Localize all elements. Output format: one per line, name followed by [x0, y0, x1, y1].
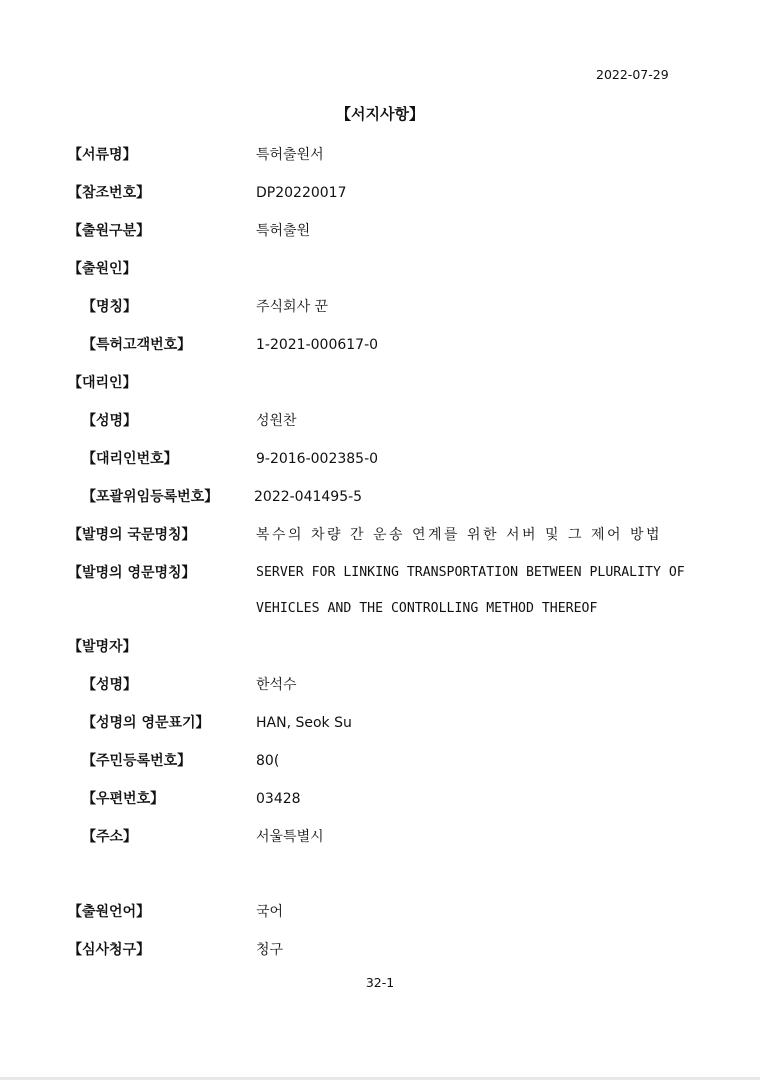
field-title-en-cont [0, 597, 760, 621]
field-agent-name [0, 409, 760, 433]
exam-request-value: 청구 [256, 942, 284, 958]
title-en-value-line2: VEHICLES AND THE CONTROLLING METHOD THEREOF [256, 601, 598, 616]
field-address [0, 825, 760, 849]
title-kr-label: 【발명의 국문명칭】 [68, 527, 196, 543]
resident-no-value: 80( [256, 753, 280, 769]
applicant-name-label: 【명칭】 [82, 299, 138, 315]
address-value: 서울특별시 [256, 829, 324, 845]
inventor-name-label: 【성명】 [82, 677, 138, 693]
inventor-name-en-label: 【성명의 영문표기】 [82, 715, 210, 731]
field-resident-no [0, 749, 760, 773]
language-label: 【출원언어】 [68, 904, 151, 920]
applicant-label: 【출원인】 [68, 261, 137, 277]
field-applicant-code [0, 333, 760, 357]
section-applicant [0, 257, 760, 281]
postal-code-value: 03428 [256, 791, 301, 807]
field-postal-code [0, 787, 760, 811]
inventor-name-en-value: HAN, Seok Su [256, 715, 352, 731]
ref-no-label: 【참조번호】 [68, 185, 151, 201]
poa-no-value: 2022-041495-5 [254, 489, 363, 505]
document-date: 2022-07-29 [596, 67, 669, 82]
field-title-en [0, 561, 760, 585]
doc-name-value: 특허출원서 [256, 147, 324, 163]
field-exam-request [0, 938, 760, 962]
agent-name-label: 【성명】 [82, 413, 138, 429]
address-label: 【주소】 [82, 829, 138, 845]
field-language [0, 900, 760, 924]
postal-code-label: 【우편번호】 [82, 791, 165, 807]
field-applicant-name [0, 295, 760, 319]
app-type-label: 【출원구분】 [68, 223, 151, 239]
section-agent [0, 371, 760, 395]
applicant-name-value: 주식회사 꾼 [256, 299, 329, 315]
inventor-label: 【발명자】 [68, 639, 137, 655]
exam-request-label: 【심사청구】 [68, 942, 151, 958]
field-inventor-name [0, 673, 760, 697]
section-inventor [0, 635, 760, 659]
agent-label: 【대리인】 [68, 375, 137, 391]
applicant-code-value: 1-2021-000617-0 [256, 337, 379, 353]
applicant-code-label: 【특허고객번호】 [82, 337, 192, 353]
page-number: 32-1 [365, 975, 395, 990]
agent-no-label: 【대리인번호】 [82, 451, 178, 467]
field-inventor-name-en [0, 711, 760, 735]
app-type-value: 특허출원 [256, 223, 311, 239]
poa-no-label: 【포괄위임등록번호】 [82, 489, 219, 505]
ref-no-value: DP20220017 [256, 185, 347, 201]
doc-name-label: 【서류명】 [68, 147, 137, 163]
title-en-value-line1: SERVER FOR LINKING TRANSPORTATION BETWEEN PLURALITY OF [256, 565, 685, 580]
language-value: 국어 [256, 904, 284, 920]
field-ref-no [0, 181, 760, 205]
agent-name-value: 성원찬 [256, 413, 297, 429]
resident-no-label: 【주민등록번호】 [82, 753, 192, 769]
title-en-label: 【발명의 영문명칭】 [68, 565, 196, 581]
field-poa-no [0, 485, 760, 509]
inventor-name-value: 한석수 [256, 677, 297, 693]
bibliographic-heading: 【서지사항】 [336, 105, 424, 123]
field-app-type [0, 219, 760, 243]
field-agent-no [0, 447, 760, 471]
title-kr-value: 복수의 차량 간 운송 연계를 위한 서버 및 그 제어 방법 [256, 527, 663, 543]
agent-no-value: 9-2016-002385-0 [256, 451, 379, 467]
field-doc-name [0, 143, 760, 167]
field-title-kr [0, 523, 760, 547]
